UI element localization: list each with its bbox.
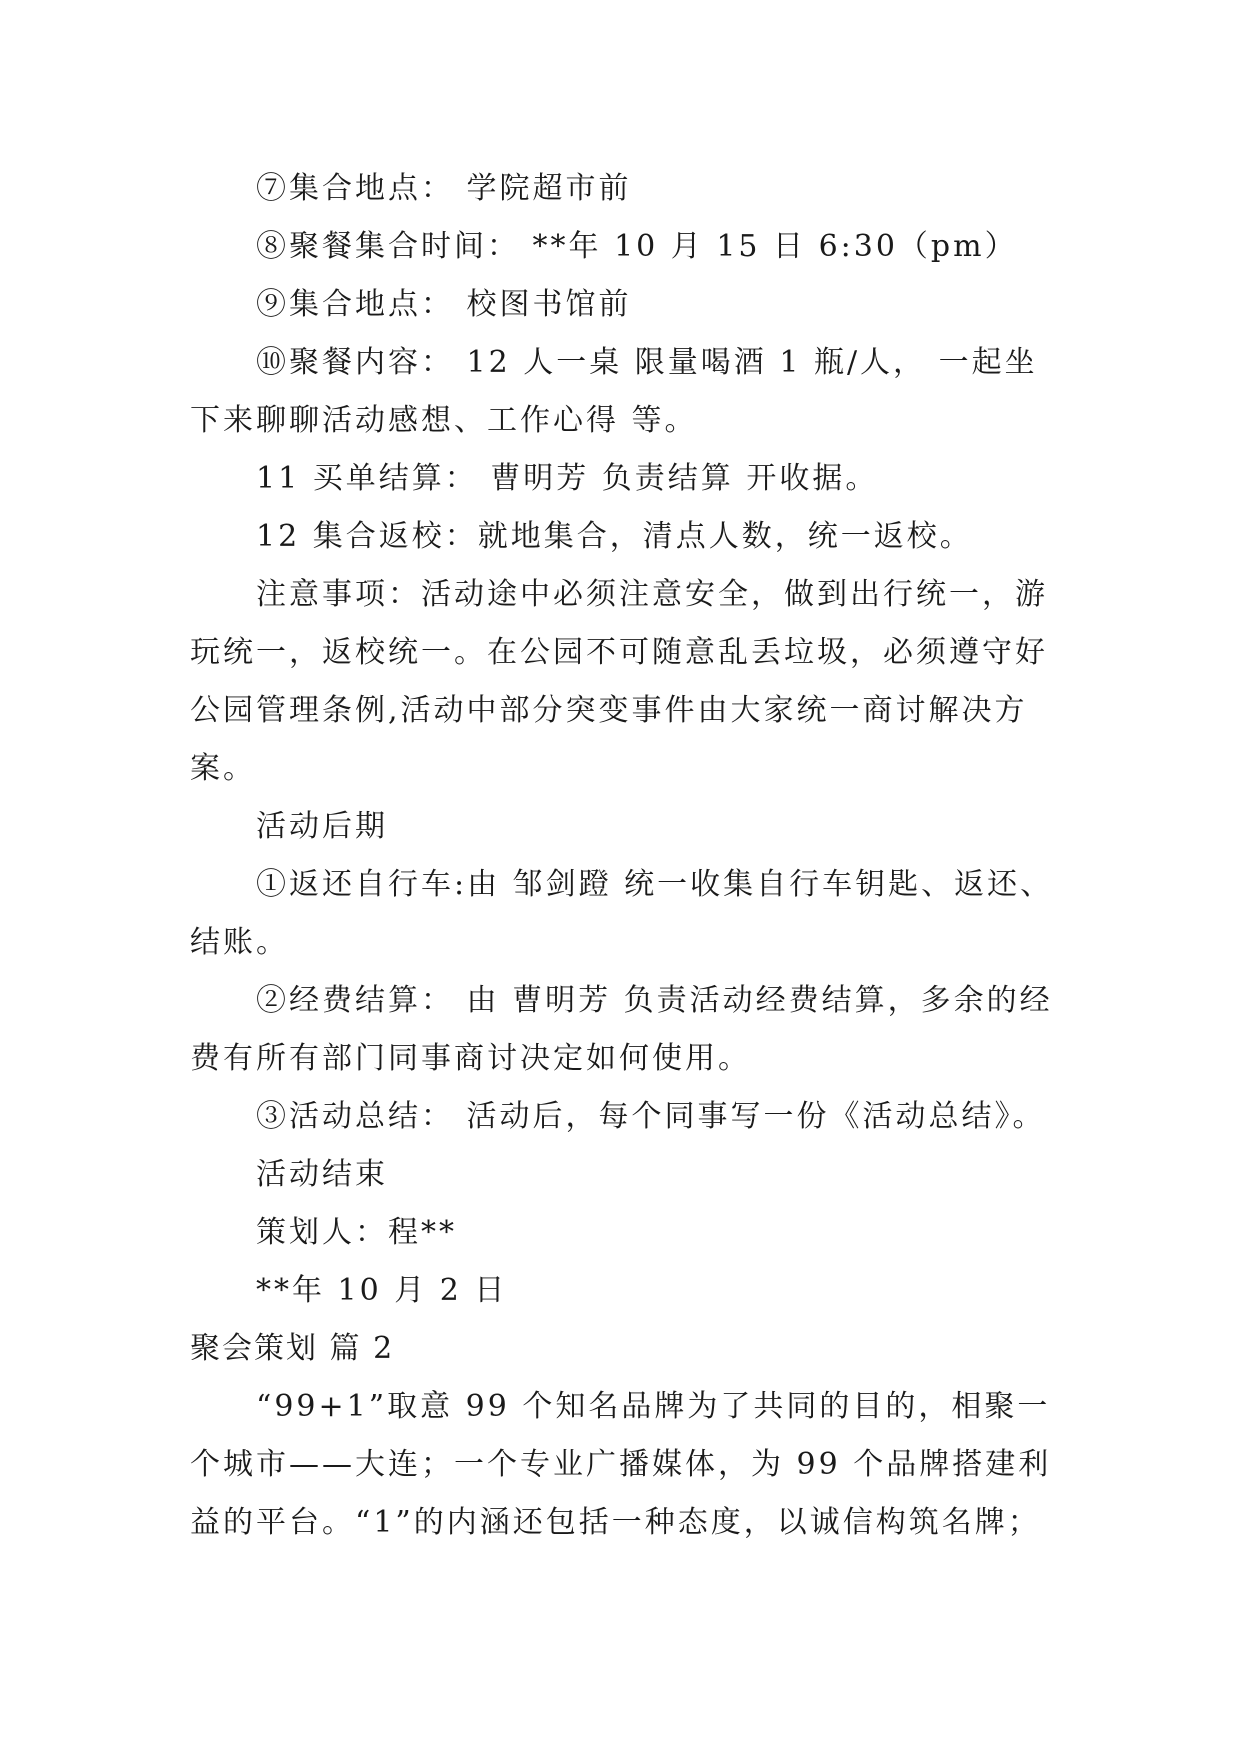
paragraph-notes: 注意事项：活动途中必须注意安全，做到出行统一，游玩统一，返校统一。在公园不可随意乱丢垃圾，必须遵守好公园管理条例,活动中部分突变事件由大家统一商讨解决方案。 [190, 577, 1048, 786]
paragraph-return-to-school: 12 集合返校：就地集合，清点人数，统一返校。 [256, 519, 973, 554]
paragraph-activity-end: 活动结束 [256, 1157, 388, 1192]
document-page [190, 160, 1056, 1552]
paragraph-dinner-location: ⑨集合地点： 校图书馆前 [256, 287, 632, 322]
paragraph-assembly-location: ⑦集合地点： 学院超市前 [256, 171, 632, 206]
paragraph-late-stage-heading: 活动后期 [256, 809, 388, 844]
paragraph-planner: 策划人：程** [256, 1215, 457, 1250]
paragraph-bill-settlement: 11 买单结算： 曹明芳 负责结算 开收据。 [256, 461, 879, 496]
section-heading: 聚会策划 篇 2 [190, 1331, 395, 1366]
paragraph-date: **年 10 月 2 日 [256, 1273, 508, 1308]
paragraph-dinner-content: ⑩聚餐内容： 12 人一桌 限量喝酒 1 瓶/人， 一起坐下来聊聊活动感想、工作心得 等。 [190, 345, 1038, 438]
paragraph-dinner-time: ⑧聚餐集合时间： **年 10 月 15 日 6:30（pm） [256, 229, 1018, 264]
paragraph-activity-summary: ③活动总结： 活动后，每个同事写一份《活动总结》。 [256, 1099, 1046, 1134]
paragraph-return-bikes: ①返还自行车:由 邹剑蹬 统一收集自行车钥匙、返还、结账。 [190, 867, 1054, 960]
paragraph-expense-settlement: ②经费结算： 由 曹明芳 负责活动经费结算，多余的经费有所有部门同事商讨决定如何使用。 [190, 983, 1053, 1076]
paragraph-99-plus-1: “99+1”取意 99 个知名品牌为了共同的目的，相聚一个城市——大连；一个专业广播媒体，为 99 个品牌搭建利益的平台。“1”的内涵还包括一种态度，以诚信构筑名牌； [190, 1389, 1052, 1540]
